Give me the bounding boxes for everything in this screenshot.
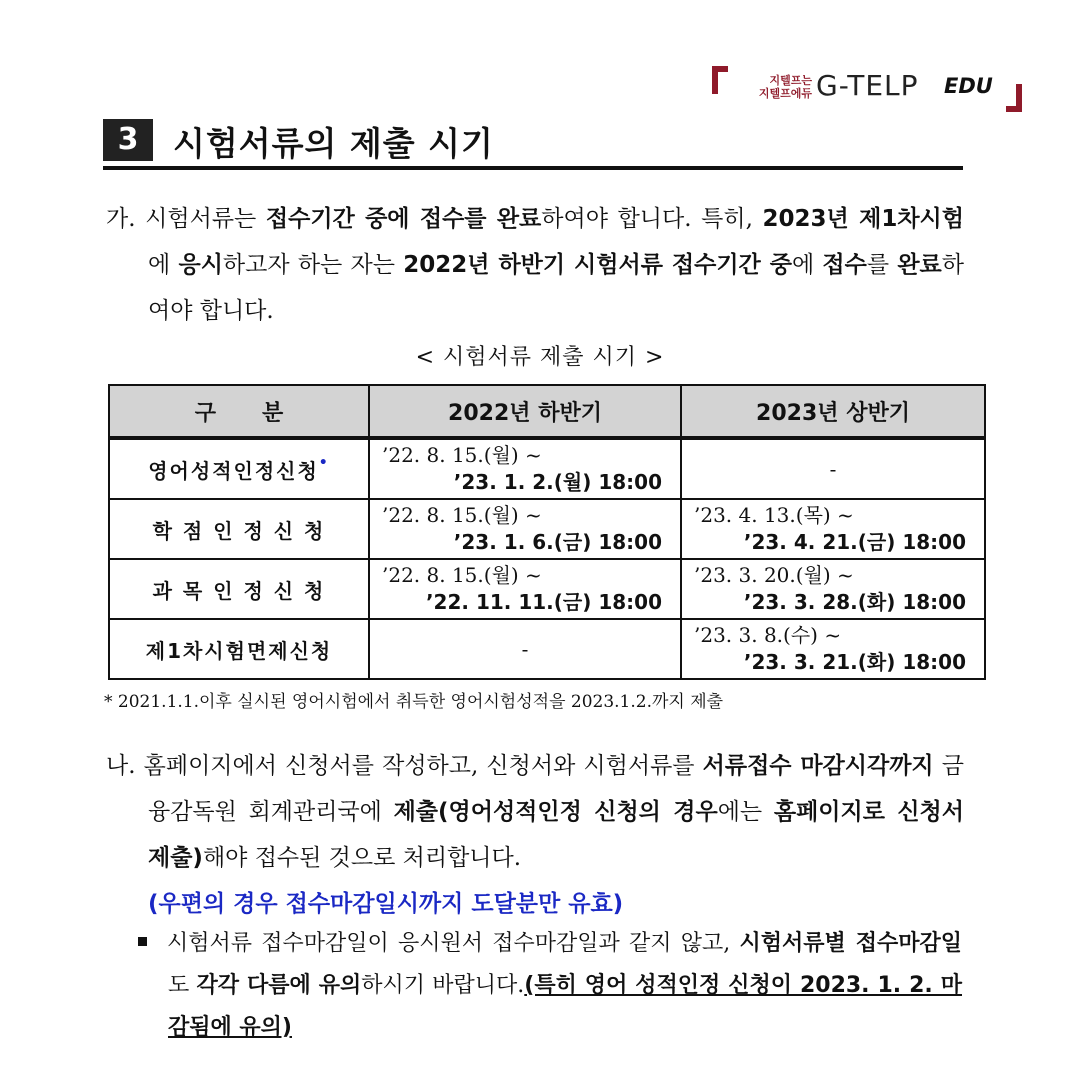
row-label: 제1차시험면제신청 (109, 619, 369, 679)
table-row (109, 559, 985, 619)
period-2022-h2: ’22. 8. 15.(월) ~ ’23. 1. 6.(금) 18:00 (369, 499, 681, 559)
period-2023-h1: - (681, 438, 985, 499)
logo-bracket-right (1006, 84, 1022, 112)
gtelp-edu-logo (712, 62, 1022, 114)
bullet-note: 시험서류 접수마감일이 응시원서 접수마감일과 같지 않고, 시험서류별 접수마감일도 각각 다름에 유의하시기 바랍니다.(특히 영어 성적인정 신청이 2023. 1. 2. 마감됨에 유의) (136, 923, 962, 1049)
period-2022-h2: - (369, 619, 681, 679)
row-label: 학 점 인 정 신 청 (109, 499, 369, 559)
logo-brand: G-TELP (816, 69, 919, 102)
table-header-row (109, 385, 985, 438)
postal-note: (우편의 경우 접수마감일시까지 도달분만 유효) (148, 891, 624, 917)
logo-bracket-left (712, 66, 728, 94)
table-row (109, 499, 985, 559)
row-label: 영어성적인정신청• (109, 438, 369, 499)
header-2023-h1: 2023년 상반기 (681, 385, 985, 438)
table-caption: < 시험서류 제출 시기 > (415, 345, 665, 370)
table-row (109, 438, 985, 499)
paragraph-ga: 가. 시험서류는 접수기간 중에 접수를 완료하여야 합니다. 특히, 2023년 제1차시험에 응시하고자 하는 자는 2022년 하반기 시험서류 접수기간 중에 접수를 완료하여야 합니다. (106, 206, 964, 324)
row-label: 과 목 인 정 신 청 (109, 559, 369, 619)
section-header (103, 116, 963, 170)
period-2022-h2: ’22. 8. 15.(월) ~ ’23. 1. 2.(월) 18:00 (369, 438, 681, 499)
submission-schedule-table (108, 384, 986, 680)
logo-korean-text: 지텔프는 지텔프에듀 (758, 74, 812, 100)
paragraph-na: 나. 홈페이지에서 신청서를 작성하고, 신청서와 시험서류를 서류접수 마감시각까지 금융감독원 회계관리국에 제출(영어성적인정 신청의 경우에는 홈페이지로 신청서 제출)해야 접수된 것으로 처리합니다. (우편의 경우 접수마감일시까지 도달분만 유효) (106, 753, 965, 917)
table-footnote: * 2021.1.1.이후 실시된 영어시험에서 취득한 영어시험성적을 2023.1.2.까지 제출 (104, 692, 724, 712)
period-2023-h1: ’23. 3. 20.(월) ~ ’23. 3. 28.(화) 18:00 (681, 559, 985, 619)
period-2022-h2: ’22. 8. 15.(월) ~ ’22. 11. 11.(금) 18:00 (369, 559, 681, 619)
table-row (109, 619, 985, 679)
english-deadline-note: (특히 영어 성적인정 신청이 2023. 1. 2. 마감됨에 유의) (168, 973, 962, 1040)
section-title: 시험서류의 제출 시기 (173, 124, 494, 163)
header-2022-h2: 2022년 하반기 (369, 385, 681, 438)
footnote-marker: • (318, 454, 330, 471)
header-category: 구 분 (109, 385, 369, 438)
period-2023-h1: ’23. 3. 8.(수) ~ ’23. 3. 21.(화) 18:00 (681, 619, 985, 679)
square-bullet-icon (138, 937, 147, 946)
section-number: 3 (103, 119, 153, 161)
logo-edu: EDU (944, 74, 993, 98)
period-2023-h1: ’23. 4. 13.(목) ~ ’23. 4. 21.(금) 18:00 (681, 499, 985, 559)
